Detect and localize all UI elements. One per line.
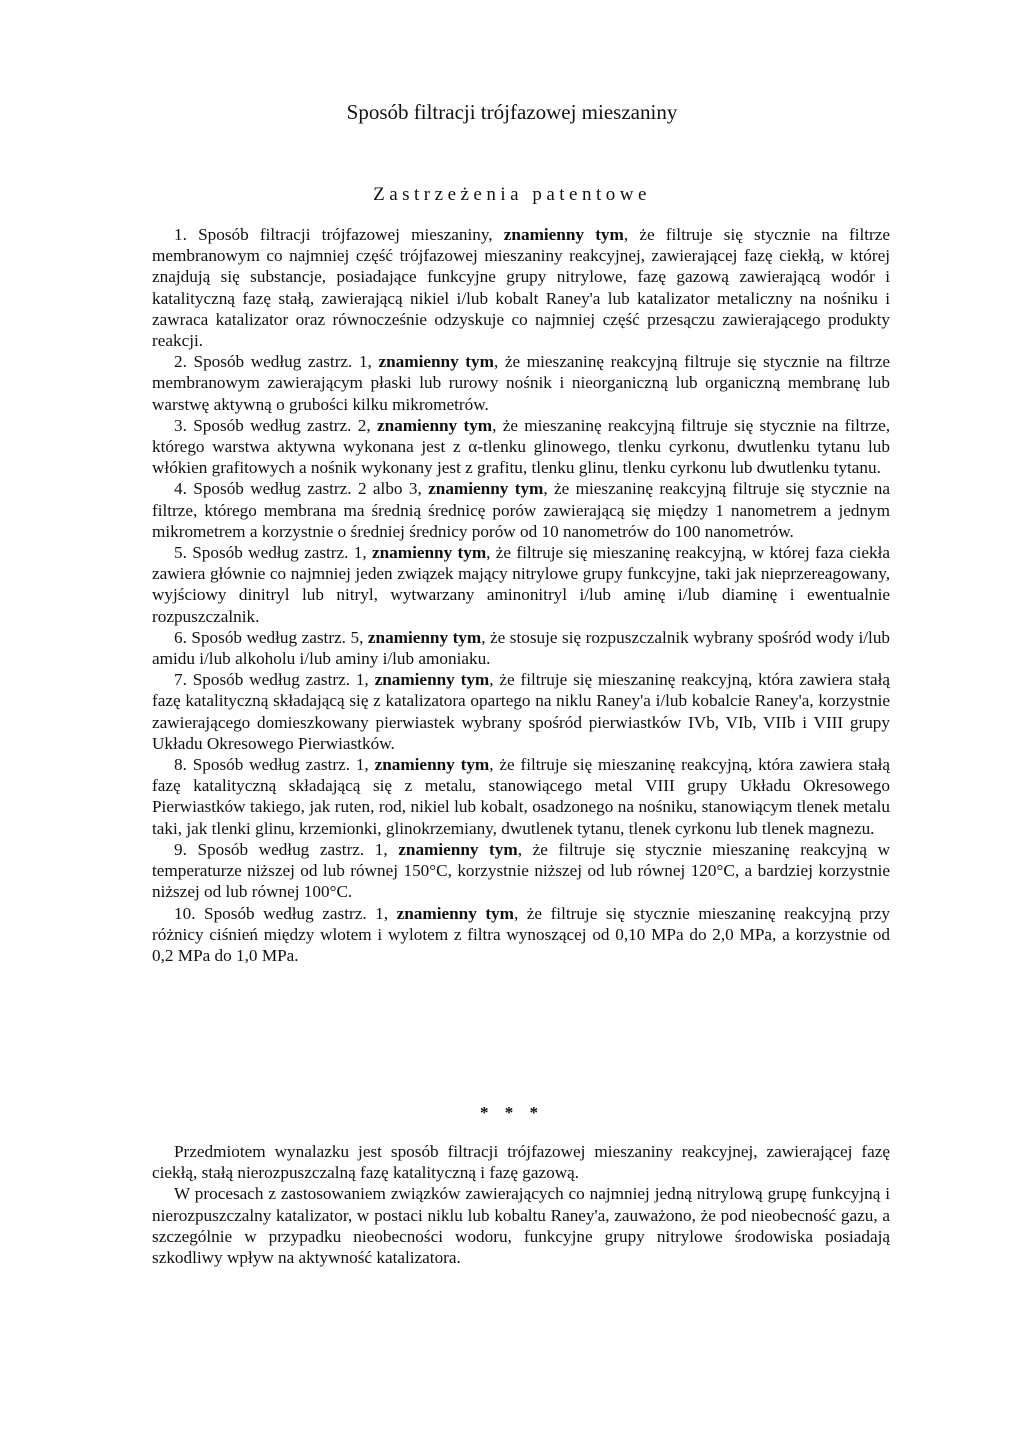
document-title: Sposób filtracji trójfazowej mieszaniny bbox=[346, 100, 678, 124]
description-paragraph: W procesach z zastosowaniem związków zawierających co najmniej jedną nitrylową grupę funkcyjną i nierozpuszczalny katalizator, w postaci niklu lub kobaltu Raney'a, zauważono, że pod nieobecność gazu, a szczególnie w przypadku nieobecności wodoru, funkcyjne grupy nitrylowe środowiska posiadają szkodliwy wpływ na aktywność katalizatora. bbox=[152, 1184, 890, 1268]
claim-paragraph: 3. Sposób według zastrz. 2, znamienny tym, że mieszaninę reakcyjną filtruje się stycznie na filtrze, którego warstwa aktywna wykonana jest z α-tlenku glinowego, tlenku cyrkonu, dwutlenku tytanu lub włókien grafitowych a nośnik wykonany jest z grafitu, tlenku glinu, tlenku cyrkonu lub dwutlenku tytanu. bbox=[152, 415, 890, 478]
claim-paragraph: 8. Sposób według zastrz. 1, znamienny tym, że filtruje się mieszaninę reakcyjną, która zawiera stałą fazę katalityczną składającą się z metalu, stanowiącego metal VIII grupy Układu Okresowego Pierwiastków takiego, jak ruten, rod, nikiel lub kobalt, osadzonego na nośniku, stanowiącym tlenek metalu taki, jak tlenki glinu, krzemionki, glinokrzemiany, dwutlenek tytanu, tlenek cyrkonu lub tlenek magnezu. bbox=[152, 755, 890, 838]
claim-paragraph: 1. Sposób filtracji trójfazowej mieszaniny, znamienny tym, że filtruje się stycznie na filtrze membranowym co najmniej część trójfazowej mieszaniny reakcyjnej, zawierającej fazę ciekłą, w której znajdują się substancje, posiadające funkcyjne grupy nitrylowe, fazę gazową zawierającą wodór i katalityczną fazę stałą, zawierającą nikiel i/lub kobalt Raney'a lub katalizator metaliczny na nośniku i zawraca katalizator oraz równocześnie odzyskuje co najmniej część przesączu zawierającego produkty reakcji. bbox=[152, 225, 890, 351]
claim-paragraph: 2. Sposób według zastrz. 1, znamienny tym, że mieszaninę reakcyjną filtruje się stycznie na filtrze membranowym zawierającym płaski lub rurowy nośnik i nieorganiczną lub organiczną membranę lub warstwę aktywną o grubości kilku mikrometrów. bbox=[152, 352, 890, 414]
claim-paragraph: 6. Sposób według zastrz. 5, znamienny tym, że stosuje się rozpuszczalnik wybrany spośród wody i/lub amidu i/lub alkoholu i/lub aminy i/lub amoniaku. bbox=[152, 627, 891, 669]
claim-paragraph: 10. Sposób według zastrz. 1, znamienny tym, że filtruje się stycznie mieszaninę reakcyjną przy różnicy ciśnień między wlotem i wylotem z filtra wynoszącej od 0,10 MPa do 2,0 MPa, a korzystnie od 0,2 MPa do 1,0 MPa. bbox=[152, 903, 891, 965]
section-separator: * * * bbox=[480, 1103, 544, 1122]
description-section bbox=[152, 1141, 890, 1268]
claim-paragraph: 5. Sposób według zastrz. 1, znamienny tym, że filtruje się mieszaninę reakcyjną, w której faza ciekła zawiera głównie co najmniej jeden związek mający nitrylowe grupy funkcyjne, taki jak nieprzereagowany, wyjściowy dinitryl lub nitryl, wytwarzany aminonitryl i/lub aminę i/lub diaminę i ewentualnie rozpuszczalnik. bbox=[152, 543, 890, 626]
claims-list bbox=[152, 224, 890, 966]
claim-paragraph: 4. Sposób według zastrz. 2 albo 3, znamienny tym, że mieszaninę reakcyjną filtruje się stycznie na filtrze, którego membrana ma średnią średnicę porów zawierającą się między 1 nanometrem a jednym mikrometrem a korzystnie o średniej średnicy porów od 10 nanometrów do 100 nanometrów. bbox=[152, 479, 890, 541]
section-heading: Zastrzeżenia patentowe bbox=[373, 184, 651, 205]
description-paragraph: Przedmiotem wynalazku jest sposób filtracji trójfazowej mieszaniny reakcyjnej, zawierającej fazę ciekłą, stałą nierozpuszczalną fazę katalityczną i fazę gazową. bbox=[152, 1142, 890, 1183]
claim-paragraph: 7. Sposób według zastrz. 1, znamienny tym, że filtruje się mieszaninę reakcyjną, która zawiera stałą fazę katalityczną składającą się z katalizatora opartego na niklu Raney'a i/lub kobalcie Raney'a, korzystnie zawierającego domieszkowany pierwiastek wybrany spośród pierwiastków IVb, VIb, VIIb i VIII grupy Układu Okresowego Pierwiastków. bbox=[152, 670, 890, 753]
claim-paragraph: 9. Sposób według zastrz. 1, znamienny tym, że filtruje się stycznie mieszaninę reakcyjną w temperaturze niższej od lub równej 150°C, korzystnie niższej od lub równej 120°C, a bardziej korzystnie niższej od lub równej 100°C. bbox=[152, 839, 890, 902]
